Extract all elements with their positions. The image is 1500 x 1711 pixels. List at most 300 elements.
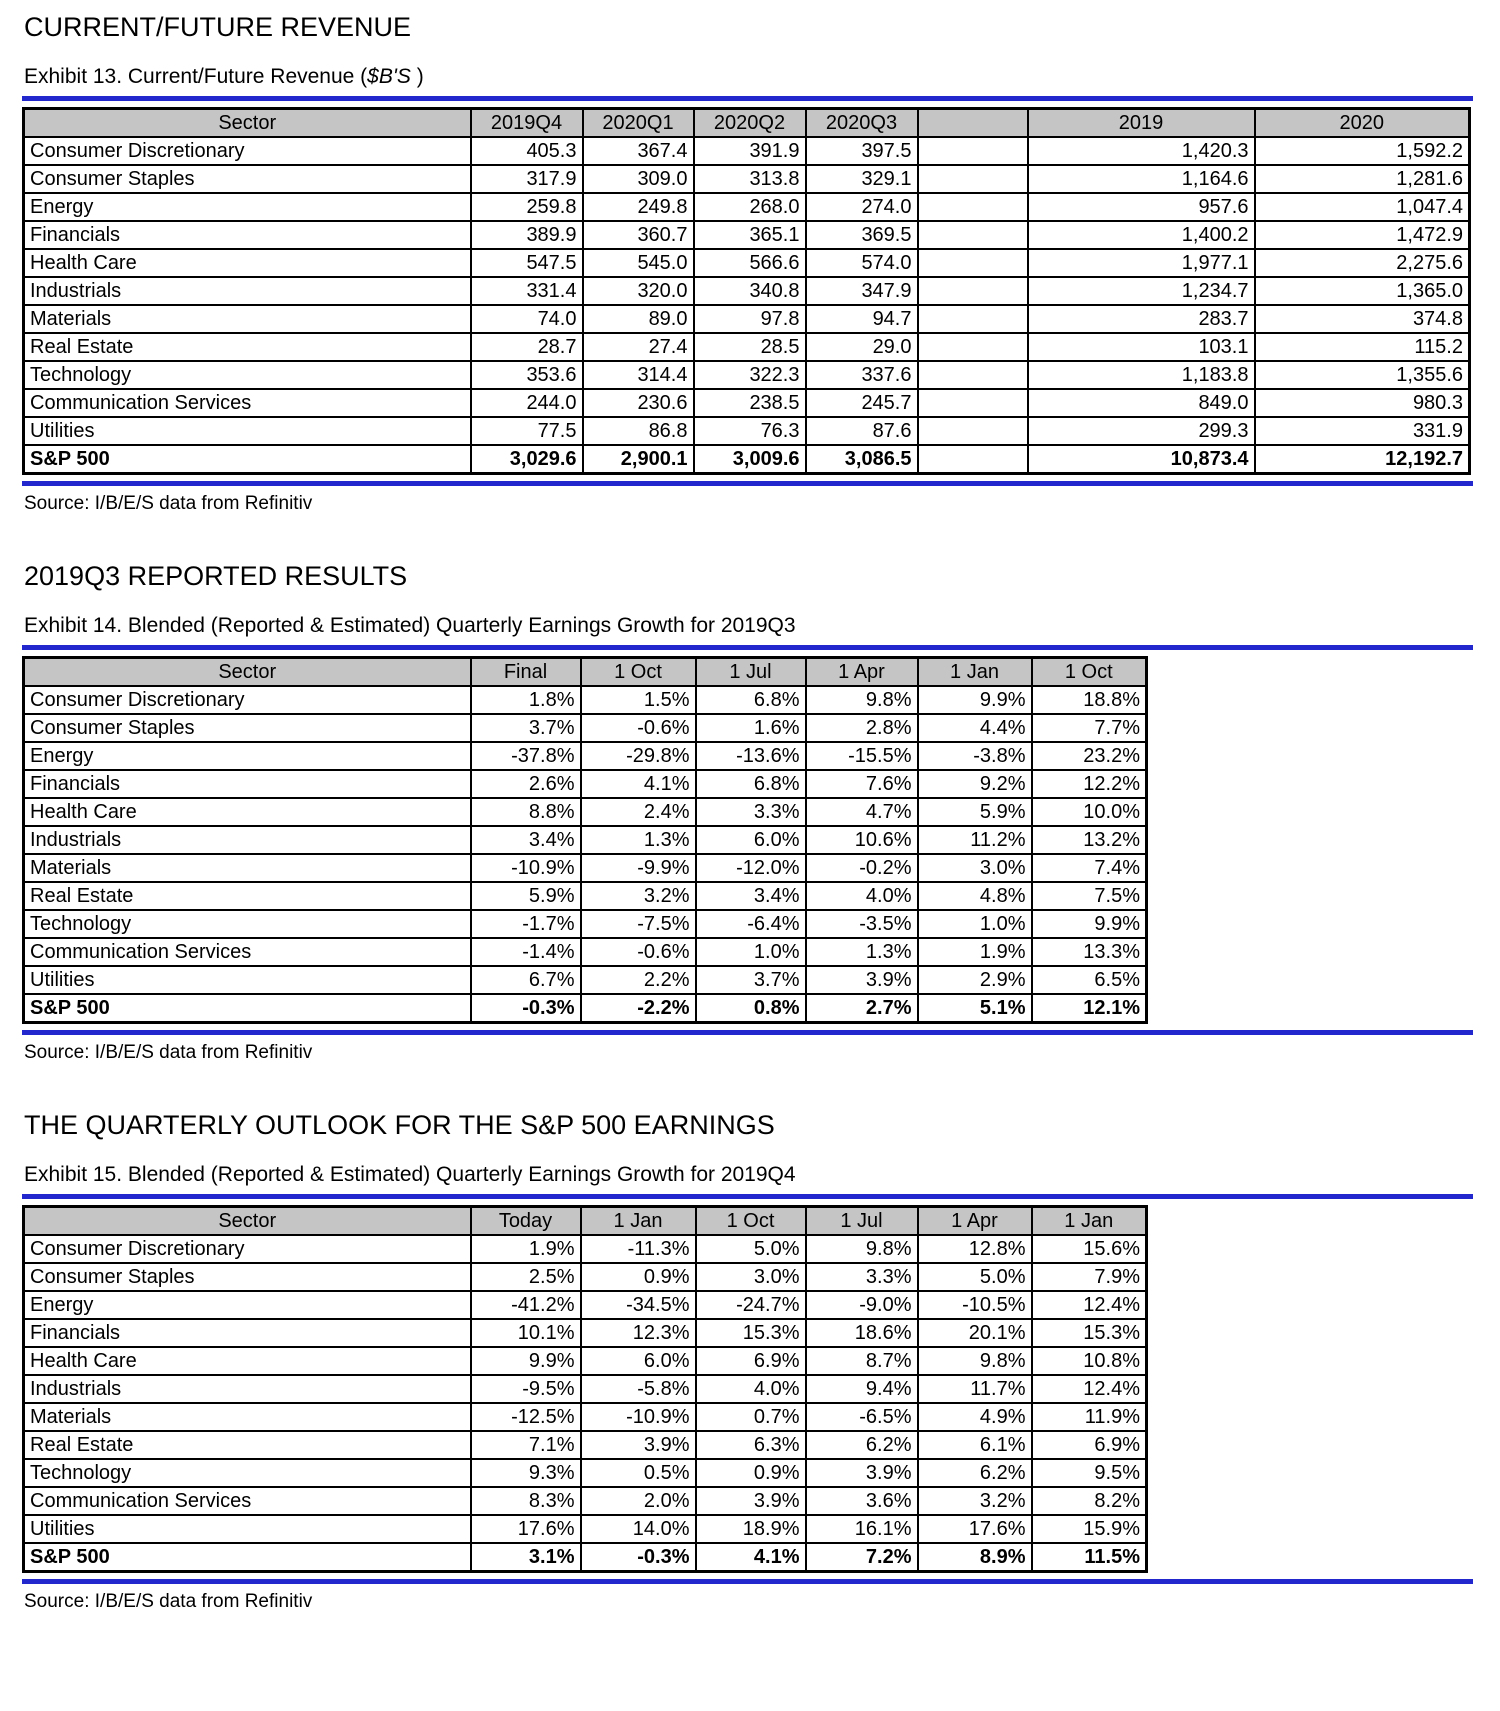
value-cell: -9.5% (471, 1375, 581, 1403)
value-cell: 238.5 (694, 389, 806, 417)
value-cell: 4.9% (918, 1403, 1032, 1431)
value-cell: 2.0% (581, 1487, 696, 1515)
sector-cell: Real Estate (24, 882, 471, 910)
sector-cell: Consumer Discretionary (24, 686, 471, 714)
sector-cell: Consumer Staples (24, 165, 471, 193)
value-cell: 337.6 (806, 361, 918, 389)
value-cell: 360.7 (583, 221, 694, 249)
sector-cell: Communication Services (24, 389, 471, 417)
value-cell: 2.7% (806, 994, 918, 1023)
sector-cell: Consumer Staples (24, 1263, 471, 1291)
sector-cell: Technology (24, 910, 471, 938)
value-cell: 6.8% (696, 770, 806, 798)
value-cell: 322.3 (694, 361, 806, 389)
blue-rule (22, 645, 1473, 650)
value-cell: 6.8% (696, 686, 806, 714)
value-cell: 9.5% (1032, 1459, 1147, 1487)
column-header: Sector (24, 1207, 471, 1236)
value-cell: -37.8% (471, 742, 581, 770)
value-cell: 7.4% (1032, 854, 1147, 882)
value-cell: 5.0% (918, 1263, 1032, 1291)
value-cell: 1,281.6 (1255, 165, 1470, 193)
value-cell: 397.5 (806, 137, 918, 165)
value-cell: 17.6% (918, 1515, 1032, 1543)
value-cell: 9.8% (806, 686, 918, 714)
table-row (24, 193, 1470, 221)
table-row (24, 1459, 1147, 1487)
exhibit-unit-italic: $B'S (367, 65, 411, 88)
blue-rule (22, 1030, 1473, 1035)
table-row (24, 1431, 1147, 1459)
value-cell: -2.2% (581, 994, 696, 1023)
table-row (24, 882, 1147, 910)
value-cell: 28.7 (471, 333, 583, 361)
sector-cell: Health Care (24, 798, 471, 826)
value-cell: 7.6% (806, 770, 918, 798)
value-cell: 391.9 (694, 137, 806, 165)
sector-cell: Technology (24, 1459, 471, 1487)
value-cell: 313.8 (694, 165, 806, 193)
table-row (24, 714, 1147, 742)
value-cell: 1.0% (918, 910, 1032, 938)
value-cell: 5.9% (918, 798, 1032, 826)
value-cell: 1.9% (471, 1235, 581, 1263)
section-quarterly-outlook (22, 1110, 1473, 1613)
value-cell: 2.9% (918, 966, 1032, 994)
column-header: 2020Q3 (806, 109, 918, 138)
value-cell: 8.8% (471, 798, 581, 826)
value-cell: 244.0 (471, 389, 583, 417)
value-cell (918, 249, 1028, 277)
sector-cell: Health Care (24, 1347, 471, 1375)
value-cell: 2.4% (581, 798, 696, 826)
table-row (24, 333, 1470, 361)
value-cell: 1,183.8 (1028, 361, 1255, 389)
value-cell: 7.7% (1032, 714, 1147, 742)
value-cell: 9.8% (806, 1235, 918, 1263)
value-cell: 10,873.4 (1028, 445, 1255, 474)
value-cell: 1.5% (581, 686, 696, 714)
sector-cell: Communication Services (24, 938, 471, 966)
table-row (24, 1263, 1147, 1291)
sector-cell: Materials (24, 854, 471, 882)
value-cell: 6.2% (918, 1459, 1032, 1487)
value-cell: 1,977.1 (1028, 249, 1255, 277)
value-cell: 1,234.7 (1028, 277, 1255, 305)
sector-cell: Utilities (24, 417, 471, 445)
exhibit-caption-text: Exhibit 14. Blended (Reported & Estimated) Quarterly Earnings Growth for 2019Q3 (24, 614, 796, 637)
value-cell: 566.6 (694, 249, 806, 277)
sector-cell: Materials (24, 1403, 471, 1431)
value-cell: 9.4% (806, 1375, 918, 1403)
value-cell: -10.9% (581, 1403, 696, 1431)
value-cell: 2.8% (806, 714, 918, 742)
value-cell: 309.0 (583, 165, 694, 193)
value-cell: 7.1% (471, 1431, 581, 1459)
value-cell: 9.9% (1032, 910, 1147, 938)
value-cell: 9.8% (918, 1347, 1032, 1375)
value-cell (918, 361, 1028, 389)
table-row (24, 1235, 1147, 1263)
value-cell: 3.2% (581, 882, 696, 910)
value-cell: 320.0 (583, 277, 694, 305)
value-cell: 340.8 (694, 277, 806, 305)
table-row (24, 910, 1147, 938)
value-cell: 3.0% (696, 1263, 806, 1291)
value-cell: 6.3% (696, 1431, 806, 1459)
table-row (24, 994, 1147, 1023)
value-cell: 245.7 (806, 389, 918, 417)
value-cell: 2.5% (471, 1263, 581, 1291)
value-cell: -9.0% (806, 1291, 918, 1319)
value-cell: 0.8% (696, 994, 806, 1023)
value-cell: 74.0 (471, 305, 583, 333)
value-cell: 76.3 (694, 417, 806, 445)
value-cell: 3,086.5 (806, 445, 918, 474)
value-cell: 1.3% (581, 826, 696, 854)
value-cell: 374.8 (1255, 305, 1470, 333)
table-row (24, 277, 1470, 305)
value-cell: 6.7% (471, 966, 581, 994)
value-cell: 10.6% (806, 826, 918, 854)
value-cell: 1,355.6 (1255, 361, 1470, 389)
column-header: 1 Oct (581, 658, 696, 687)
value-cell: -0.6% (581, 714, 696, 742)
value-cell: 115.2 (1255, 333, 1470, 361)
value-cell: 11.7% (918, 1375, 1032, 1403)
column-header: 2019Q4 (471, 109, 583, 138)
value-cell: 13.3% (1032, 938, 1147, 966)
value-cell: 11.2% (918, 826, 1032, 854)
table-row (24, 221, 1470, 249)
value-cell: 0.5% (581, 1459, 696, 1487)
sector-cell: Financials (24, 770, 471, 798)
table-row (24, 686, 1147, 714)
table-row (24, 417, 1470, 445)
column-header: Today (471, 1207, 581, 1236)
sector-cell: Technology (24, 361, 471, 389)
value-cell: 1,472.9 (1255, 221, 1470, 249)
column-header: 1 Jan (918, 658, 1032, 687)
section-title: 2019Q3 REPORTED RESULTS (24, 561, 408, 591)
value-cell: 8.3% (471, 1487, 581, 1515)
value-cell: 274.0 (806, 193, 918, 221)
value-cell: 5.9% (471, 882, 581, 910)
table-row (24, 1543, 1147, 1572)
sector-cell: Real Estate (24, 1431, 471, 1459)
value-cell: 6.2% (806, 1431, 918, 1459)
value-cell: 317.9 (471, 165, 583, 193)
sector-cell: Energy (24, 1291, 471, 1319)
source-note: Source: I/B/E/S data from Refinitiv (24, 1591, 313, 1612)
value-cell: 547.5 (471, 249, 583, 277)
column-header: 2019 (1028, 109, 1255, 138)
table-row (24, 361, 1470, 389)
value-cell: 3.3% (806, 1263, 918, 1291)
sector-cell: S&P 500 (24, 1543, 471, 1572)
table-row (24, 305, 1470, 333)
value-cell: 89.0 (583, 305, 694, 333)
sector-cell: Consumer Staples (24, 714, 471, 742)
value-cell: 18.8% (1032, 686, 1147, 714)
value-cell: 20.1% (918, 1319, 1032, 1347)
value-cell: 6.1% (918, 1431, 1032, 1459)
value-cell: 7.9% (1032, 1263, 1147, 1291)
value-cell: 0.9% (696, 1459, 806, 1487)
value-cell: 12.4% (1032, 1375, 1147, 1403)
value-cell: 4.1% (581, 770, 696, 798)
value-cell: 7.2% (806, 1543, 918, 1572)
value-cell: 3.7% (696, 966, 806, 994)
sector-cell: Energy (24, 742, 471, 770)
value-cell: 4.4% (918, 714, 1032, 742)
column-header: Sector (24, 109, 471, 138)
value-cell: 12.1% (1032, 994, 1147, 1023)
value-cell: 14.0% (581, 1515, 696, 1543)
value-cell: -10.9% (471, 854, 581, 882)
column-header: 1 Oct (1032, 658, 1147, 687)
column-header: 1 Jul (806, 1207, 918, 1236)
value-cell: 10.8% (1032, 1347, 1147, 1375)
source-note: Source: I/B/E/S data from Refinitiv (24, 493, 313, 514)
value-cell: 12.8% (918, 1235, 1032, 1263)
value-cell: 86.8 (583, 417, 694, 445)
value-cell: 2,275.6 (1255, 249, 1470, 277)
value-cell: 1.9% (918, 938, 1032, 966)
value-cell: 574.0 (806, 249, 918, 277)
value-cell: 331.4 (471, 277, 583, 305)
table-row (24, 826, 1147, 854)
value-cell (918, 333, 1028, 361)
value-cell: -13.6% (696, 742, 806, 770)
value-cell: 18.6% (806, 1319, 918, 1347)
value-cell: -0.3% (581, 1543, 696, 1572)
header-row (24, 109, 1470, 138)
value-cell: 18.9% (696, 1515, 806, 1543)
value-cell: 3.1% (471, 1543, 581, 1572)
value-cell (918, 137, 1028, 165)
value-cell: 9.3% (471, 1459, 581, 1487)
sector-cell: Consumer Discretionary (24, 137, 471, 165)
sector-cell: Materials (24, 305, 471, 333)
value-cell: 329.1 (806, 165, 918, 193)
section-title: THE QUARTERLY OUTLOOK FOR THE S&P 500 EARNINGS (24, 1110, 775, 1140)
table-row (24, 1403, 1147, 1431)
value-cell: 5.1% (918, 994, 1032, 1023)
blue-rule (22, 96, 1473, 101)
value-cell: -6.5% (806, 1403, 918, 1431)
value-cell: 10.1% (471, 1319, 581, 1347)
value-cell: -9.9% (581, 854, 696, 882)
table-row (24, 1319, 1147, 1347)
value-cell: 3,029.6 (471, 445, 583, 474)
value-cell: -0.3% (471, 994, 581, 1023)
column-header: 1 Jul (696, 658, 806, 687)
value-cell: 347.9 (806, 277, 918, 305)
value-cell: -41.2% (471, 1291, 581, 1319)
value-cell: 9.9% (918, 686, 1032, 714)
value-cell: 97.8 (694, 305, 806, 333)
value-cell (918, 305, 1028, 333)
value-cell: 12.3% (581, 1319, 696, 1347)
value-cell (918, 165, 1028, 193)
table-row (24, 1515, 1147, 1543)
value-cell: 331.9 (1255, 417, 1470, 445)
value-cell: 367.4 (583, 137, 694, 165)
value-cell: 268.0 (694, 193, 806, 221)
value-cell: 365.1 (694, 221, 806, 249)
value-cell: 7.5% (1032, 882, 1147, 910)
value-cell: 29.0 (806, 333, 918, 361)
value-cell: 283.7 (1028, 305, 1255, 333)
column-header: 1 Apr (806, 658, 918, 687)
value-cell: 11.5% (1032, 1543, 1147, 1572)
value-cell: 15.3% (696, 1319, 806, 1347)
value-cell: 12,192.7 (1255, 445, 1470, 474)
table-row (24, 137, 1470, 165)
value-cell: 94.7 (806, 305, 918, 333)
header-row (24, 658, 1147, 687)
value-cell: 4.1% (696, 1543, 806, 1572)
value-cell: 4.8% (918, 882, 1032, 910)
value-cell: 27.4 (583, 333, 694, 361)
value-cell: 389.9 (471, 221, 583, 249)
table-row (24, 389, 1470, 417)
sector-cell: Utilities (24, 1515, 471, 1543)
value-cell: 3.9% (806, 1459, 918, 1487)
value-cell: 2.6% (471, 770, 581, 798)
sector-cell: Communication Services (24, 1487, 471, 1515)
exhibit-caption-text: Exhibit 13. Current/Future Revenue ( (24, 65, 368, 88)
value-cell: 3.9% (806, 966, 918, 994)
value-cell: 230.6 (583, 389, 694, 417)
value-cell: 259.8 (471, 193, 583, 221)
value-cell: 3,009.6 (694, 445, 806, 474)
column-header: 2020 (1255, 109, 1470, 138)
blue-rule (22, 481, 1473, 486)
value-cell: 3.6% (806, 1487, 918, 1515)
column-header: Final (471, 658, 581, 687)
value-cell (918, 277, 1028, 305)
value-cell: 17.6% (471, 1515, 581, 1543)
table-row (24, 798, 1147, 826)
value-cell: 6.9% (696, 1347, 806, 1375)
value-cell: 1,592.2 (1255, 137, 1470, 165)
exhibit-caption (24, 65, 1473, 89)
value-cell: 957.6 (1028, 193, 1255, 221)
sector-cell: Financials (24, 221, 471, 249)
value-cell: 1,420.3 (1028, 137, 1255, 165)
value-cell: -5.8% (581, 1375, 696, 1403)
earnings-growth-2019q4-table (22, 1205, 1148, 1573)
column-header: 1 Jan (581, 1207, 696, 1236)
value-cell: 87.6 (806, 417, 918, 445)
table-row (24, 249, 1470, 277)
sector-cell: S&P 500 (24, 445, 471, 474)
value-cell: 3.4% (696, 882, 806, 910)
section-2019q3-reported-results (22, 561, 1473, 1064)
table-row (24, 1487, 1147, 1515)
value-cell: 1,164.6 (1028, 165, 1255, 193)
blue-rule (22, 1579, 1473, 1584)
table-row (24, 938, 1147, 966)
value-cell: 77.5 (471, 417, 583, 445)
column-header: 1 Oct (696, 1207, 806, 1236)
blue-rule (22, 1194, 1473, 1199)
value-cell: 13.2% (1032, 826, 1147, 854)
value-cell: 15.3% (1032, 1319, 1147, 1347)
sector-cell: S&P 500 (24, 994, 471, 1023)
value-cell: 849.0 (1028, 389, 1255, 417)
value-cell: 12.4% (1032, 1291, 1147, 1319)
value-cell: 1,365.0 (1255, 277, 1470, 305)
value-cell: 0.9% (581, 1263, 696, 1291)
value-cell: -11.3% (581, 1235, 696, 1263)
table-row (24, 1347, 1147, 1375)
value-cell: 369.5 (806, 221, 918, 249)
value-cell: 28.5 (694, 333, 806, 361)
value-cell: -0.6% (581, 938, 696, 966)
value-cell: 1.8% (471, 686, 581, 714)
value-cell: 353.6 (471, 361, 583, 389)
value-cell: -3.5% (806, 910, 918, 938)
value-cell: 545.0 (583, 249, 694, 277)
value-cell: 15.9% (1032, 1515, 1147, 1543)
sector-cell: Industrials (24, 826, 471, 854)
value-cell: 6.0% (581, 1347, 696, 1375)
value-cell (918, 389, 1028, 417)
sector-cell: Financials (24, 1319, 471, 1347)
value-cell: -24.7% (696, 1291, 806, 1319)
value-cell: 10.0% (1032, 798, 1147, 826)
value-cell: 11.9% (1032, 1403, 1147, 1431)
value-cell: 5.0% (696, 1235, 806, 1263)
table-row (24, 742, 1147, 770)
column-header: 1 Jan (1032, 1207, 1147, 1236)
value-cell: 3.9% (696, 1487, 806, 1515)
value-cell: -3.8% (918, 742, 1032, 770)
value-cell: 1.3% (806, 938, 918, 966)
sector-cell: Industrials (24, 1375, 471, 1403)
value-cell: 3.3% (696, 798, 806, 826)
exhibit-caption (24, 614, 1473, 638)
table-row (24, 770, 1147, 798)
value-cell: 15.6% (1032, 1235, 1147, 1263)
value-cell: 4.0% (696, 1375, 806, 1403)
value-cell: -15.5% (806, 742, 918, 770)
value-cell: -12.5% (471, 1403, 581, 1431)
column-header: 1 Apr (918, 1207, 1032, 1236)
value-cell: 2,900.1 (583, 445, 694, 474)
value-cell: 1,047.4 (1255, 193, 1470, 221)
table-row (24, 1375, 1147, 1403)
value-cell: 3.4% (471, 826, 581, 854)
column-header: 2020Q1 (583, 109, 694, 138)
value-cell: 1.6% (696, 714, 806, 742)
value-cell: 16.1% (806, 1515, 918, 1543)
value-cell: -10.5% (918, 1291, 1032, 1319)
sector-cell: Health Care (24, 249, 471, 277)
value-cell: -1.4% (471, 938, 581, 966)
value-cell: 1.0% (696, 938, 806, 966)
value-cell: -34.5% (581, 1291, 696, 1319)
value-cell: 8.9% (918, 1543, 1032, 1572)
value-cell (918, 193, 1028, 221)
value-cell: -1.7% (471, 910, 581, 938)
exhibit-caption (24, 1163, 1473, 1187)
table-row (24, 165, 1470, 193)
section-title: CURRENT/FUTURE REVENUE (24, 12, 412, 42)
